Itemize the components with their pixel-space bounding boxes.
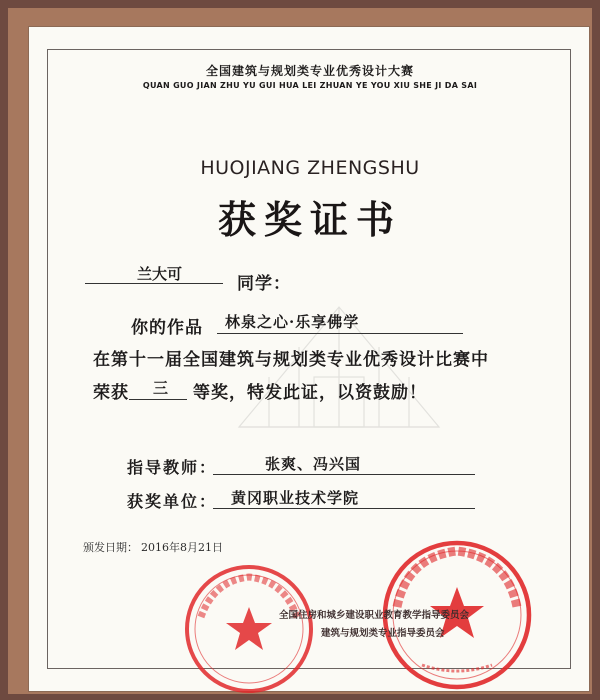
- left-official-seal-icon: [179, 559, 319, 699]
- issuer-line1: 全国住房和城乡建设职业教育教学指导委员会: [279, 610, 470, 621]
- unit-label: 获奖单位：: [127, 492, 218, 511]
- title-pinyin: HUOJIANG ZHENGSHU: [200, 157, 420, 179]
- winning-unit: 黄冈职业技术学院: [231, 489, 360, 507]
- certificate-title: 获奖证书: [217, 198, 402, 242]
- advisor-label: 指导教师：: [127, 458, 218, 477]
- advisor-underline: [213, 474, 475, 475]
- award-level: 三: [153, 379, 169, 397]
- issue-date-label: 颁发日期：: [83, 541, 138, 554]
- certificate-paper: [28, 26, 590, 692]
- issuer-line2: 建筑与规划类专业指导委员会: [321, 628, 445, 639]
- unit-underline: [213, 508, 475, 509]
- recipient-suffix: 同学：: [237, 274, 291, 294]
- advisor-names: 张爽、冯兴国: [265, 455, 362, 473]
- certificate-frame: [8, 8, 592, 694]
- work-underline: [217, 333, 463, 334]
- organizer-title: 全国建筑与规划类专业优秀设计大赛: [205, 64, 414, 78]
- work-title: 林泉之心·乐享佛学: [225, 313, 360, 331]
- issue-date: 2016年8月21日: [141, 541, 223, 554]
- award-level-underline: [129, 399, 187, 400]
- award-prefix: 荣获: [93, 383, 129, 403]
- award-suffix: 等奖，特发此证，以资鼓励！: [193, 383, 427, 403]
- award-body-line1: 在第十一届全国建筑与规划类专业优秀设计比赛中: [93, 350, 489, 370]
- recipient-name: 兰大可: [137, 265, 183, 283]
- organizer-pinyin: QUAN GUO JIAN ZHU YU GUI HUA LEI ZHUAN YE YOU XIU SHE JI DA SAI: [142, 81, 478, 90]
- recipient-underline: [85, 283, 223, 284]
- work-label: 你的作品: [131, 318, 203, 338]
